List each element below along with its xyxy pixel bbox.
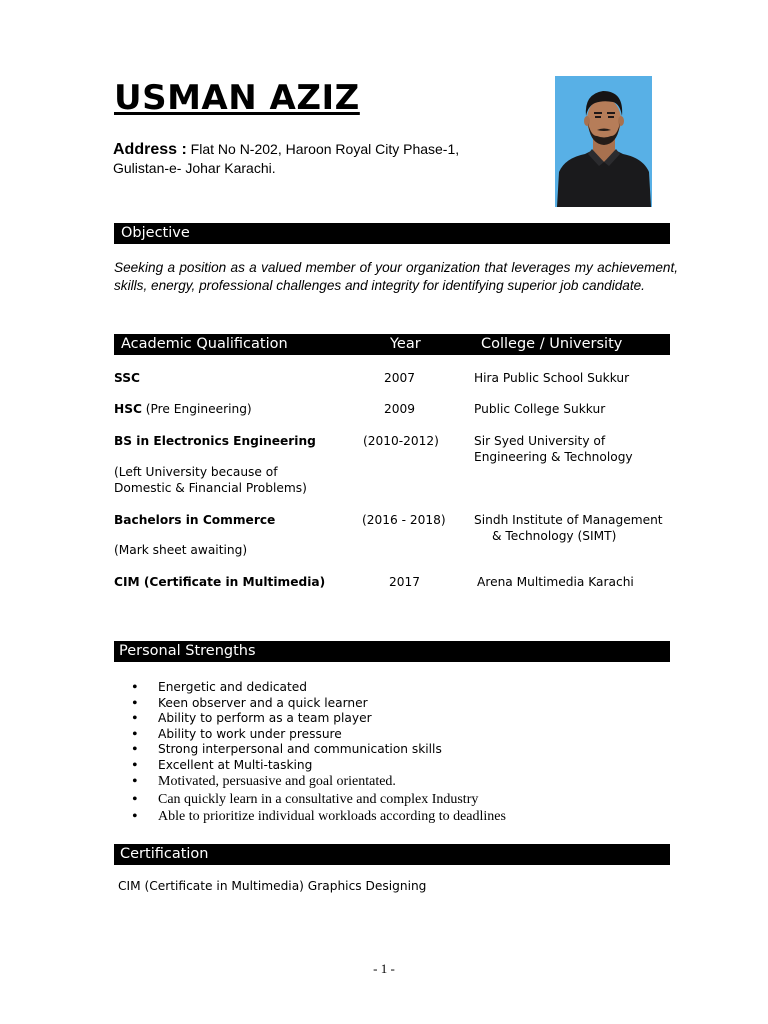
address-line-1: Flat No N-202, Haroon Royal City Phase-1, [186,141,460,157]
college-line: Sir Syed University of [474,434,606,448]
qualification-detail: (Pre Engineering) [141,402,252,416]
qualification-title: CIM (Certificate in Multimedia) [114,575,326,589]
qualification-hsc [114,401,252,417]
qualification-title: SSC [114,371,140,385]
qualification-college: Arena Multimedia Karachi [477,575,634,589]
person-portrait-icon [555,76,652,207]
candidate-name: USMAN AZIZ [114,78,360,118]
qualification-note [114,464,307,496]
address-label: Address : [113,141,187,158]
list-item: • Energetic and dedicated [132,680,506,696]
list-item: • Keen observer and a quick learner [132,696,506,712]
profile-photo [555,76,652,207]
list-item: • Motivated, persuasive and goal orientated. [132,773,506,791]
academic-heading-qualification: Academic Qualification [121,336,288,352]
certification-heading: Certification [120,846,209,862]
objective-text: Seeking a position as a valued member of your organization that leverages my achievement, skills, energy, professional challenges and integrity for identifying superior job candidate. [114,260,678,293]
qualification-year: (2016 - 2018) [362,513,446,527]
list-item: • Able to prioritize individual workloads according to deadlines [132,808,506,826]
qualification-year: 2009 [384,402,416,416]
list-item: • Excellent at Multi-tasking [132,758,506,774]
qualification-bs [114,433,316,449]
qualification-note: (Mark sheet awaiting) [114,543,248,557]
academic-heading-college: College / University [481,336,623,352]
college-line: Engineering & Technology [474,450,633,464]
certification-text: CIM (Certificate in Multimedia) Graphics Designing [118,879,427,893]
qualification-title: Bachelors in Commerce [114,513,276,527]
address-line-2: Gulistan-e- Johar Karachi. [113,160,276,176]
qualification-college: Hira Public School Sukkur [474,371,630,385]
qualification-college: Public College Sukkur [474,402,606,416]
college-line: & Technology (SIMT) [492,529,617,543]
academic-heading-year: Year [390,336,421,352]
qualification-year: (2010-2012) [363,434,439,448]
qualification-college [474,512,663,544]
list-item: • Strong interpersonal and communication skills [132,742,506,758]
certification-heading-bar [114,844,670,865]
page-number: - 1 - [373,961,395,976]
college-line: Sindh Institute of Management [474,513,663,527]
qualification-year: 2007 [384,371,416,385]
list-item: • Ability to work under pressure [132,727,506,743]
qualification-title: BS in Electronics Engineering [114,434,316,448]
note-line: Domestic & Financial Problems) [114,481,307,495]
list-item: • Can quickly learn in a consultative and complex Industry [132,791,506,809]
strengths-heading-bar [114,641,670,662]
objective-heading: Objective [121,225,190,241]
qualification-year: 2017 [389,575,421,589]
strengths-heading: Personal Strengths [119,643,256,659]
qualification-bcom [114,512,275,528]
academic-heading-bar [114,334,670,355]
note-line: (Left University because of [114,465,278,479]
qualification-title: HSC [114,402,142,416]
list-item: • Ability to perform as a team player [132,711,506,727]
strengths-list [132,680,506,826]
address-block [113,140,533,178]
qualification-ssc [114,370,140,386]
qualification-cim [114,574,325,590]
qualification-college [474,433,633,465]
objective-heading-bar [114,223,670,244]
